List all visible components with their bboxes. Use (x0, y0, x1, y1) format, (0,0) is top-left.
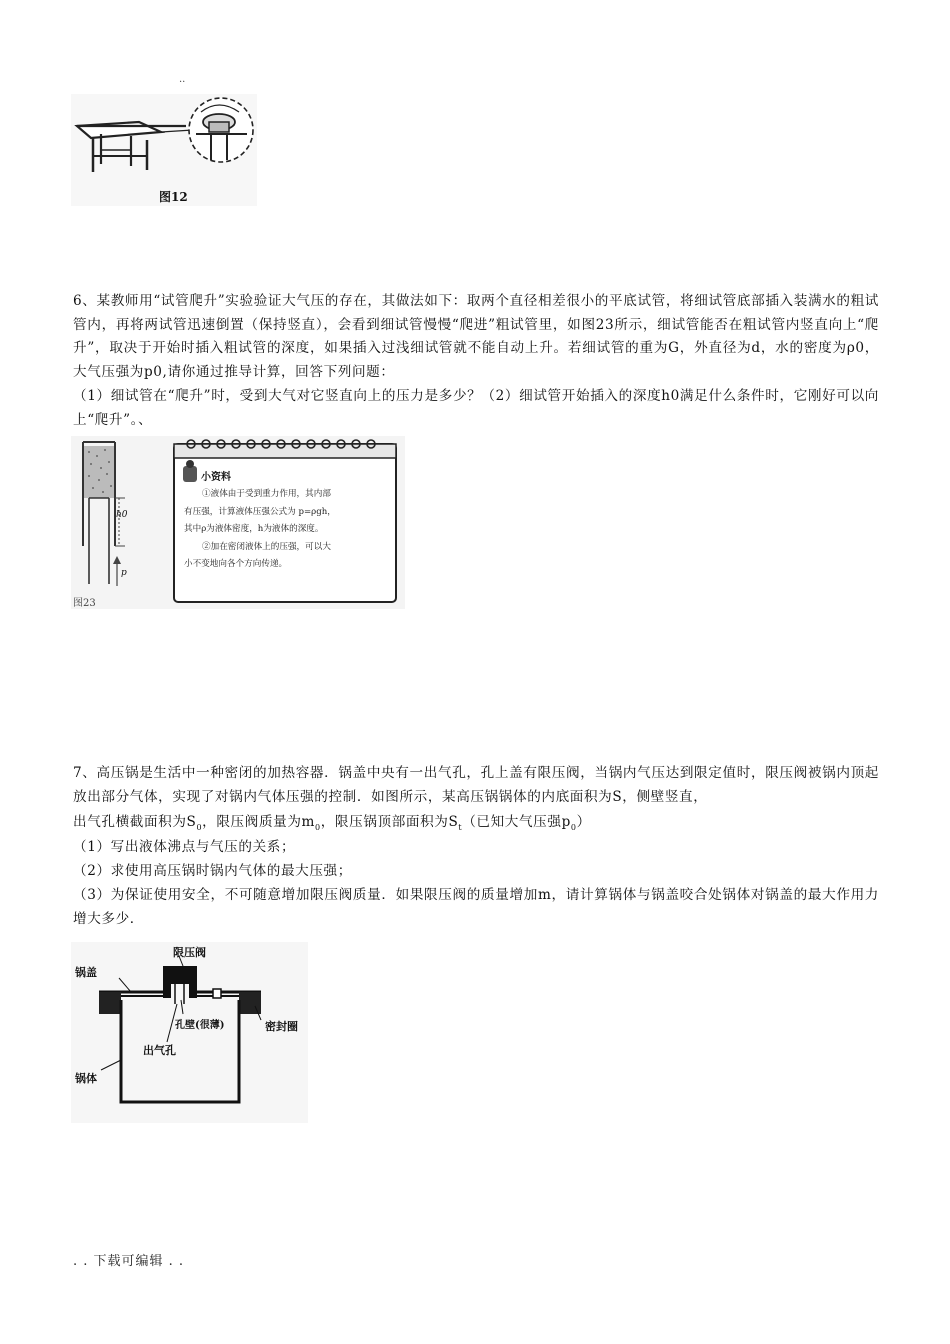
note-line: ②加在密闭液体上的压强，可以大 (202, 541, 331, 552)
header-mark: .. (179, 74, 186, 85)
note-line: 有压强，计算液体压强公式为 p=ρgh， (184, 506, 336, 517)
question-7-part-2: （2）求使用高压锅时锅内气体的最大压强； (73, 863, 352, 879)
q7-text-part: ，限压锅顶部面积为S (320, 814, 459, 830)
figure-12-caption: 图12 (159, 190, 188, 204)
q7-subscript: 0 (196, 823, 203, 832)
question-7-part-1: （1）写出液体沸点与气压的关系； (73, 839, 296, 855)
q7-subscript: 0 (315, 823, 321, 832)
note-line: 小不变地向各个方向传递。 (184, 559, 288, 569)
note-line: 其中ρ为液体密度，h为液体的深度。 (184, 524, 324, 534)
q7-text-part: ，限压阀质量为m (202, 814, 316, 830)
q7-text-part: 出气孔横截面积为S (73, 814, 197, 830)
label-lid: 锅盖 (75, 966, 97, 979)
note-body (184, 486, 394, 574)
figure-23-caption: 图23 (73, 598, 96, 609)
note-line: ①液体由于受到重力作用，其内部 (202, 489, 331, 499)
question-7-intro: 7、高压锅是生活中一种密闭的加热容器．锅盖中央有一出气孔，孔上盖有限压阀，当锅内气压达到限定值时，限压阀被锅内顶起放出部分气体，实现了对锅内气体压强的控制．如图所示，某高压锅锅体的内底面积为S，侧壁竖直， (73, 765, 879, 805)
question-7-part-3: （3）为保证使用安全，不可随意增加限压阀质量．如果限压阀的质量增加m，请计算锅体与锅盖咬合处锅体对锅盖的最大作用力增大多少． (73, 887, 879, 927)
question-6-subquestions: （1）细试管在“爬升”时，受到大气对它竖直向上的压力是多少？（2）细试管开始插入的深度h0满足什么条件时，它刚好可以向上“爬升”。、 (73, 388, 879, 428)
q7-subscript: t (458, 823, 463, 832)
label-h0: h0 (116, 510, 128, 520)
figure-23 (71, 436, 405, 609)
footer-text: . . 下载可编辑 . . (73, 1254, 185, 1269)
question-6-text: 6、某教师用“试管爬升”实验验证大气压的存在，其做法如下：取两个直径相差很小的平底试管，将细试管底部插入装满水的粗试管内，再将两试管迅速倒置（保持竖直），会看到细试管慢慢“爬进”粗试管里，如图23所示，细试管能否在粗试管内竖直向上“爬升”，取决于开始时插入粗试管的深度，如果插入过浅细试管就不能自动上升。若细试管的重为G，外直径为d，水的密度为ρ0，大气压强为p0,请你通过推导计算，回答下列问题： (73, 293, 879, 380)
q7-text-part: ） (576, 814, 591, 830)
figure-12 (71, 94, 257, 206)
note-title: 小资料 (201, 472, 231, 483)
label-pressure-arrow: p (121, 568, 127, 578)
label-seal-ring: 密封圈 (265, 1020, 298, 1033)
label-pressure-valve: 限压阀 (173, 946, 206, 959)
label-vent-hole: 出气孔 (143, 1044, 176, 1057)
q7-subscript: 0 (570, 823, 577, 832)
q7-text-part: （已知大气压强p (462, 814, 571, 830)
pressure-cooker-figure (71, 942, 308, 1123)
label-hole-wall: 孔壁(很薄) (175, 1020, 225, 1031)
label-pot-body: 锅体 (75, 1072, 97, 1085)
